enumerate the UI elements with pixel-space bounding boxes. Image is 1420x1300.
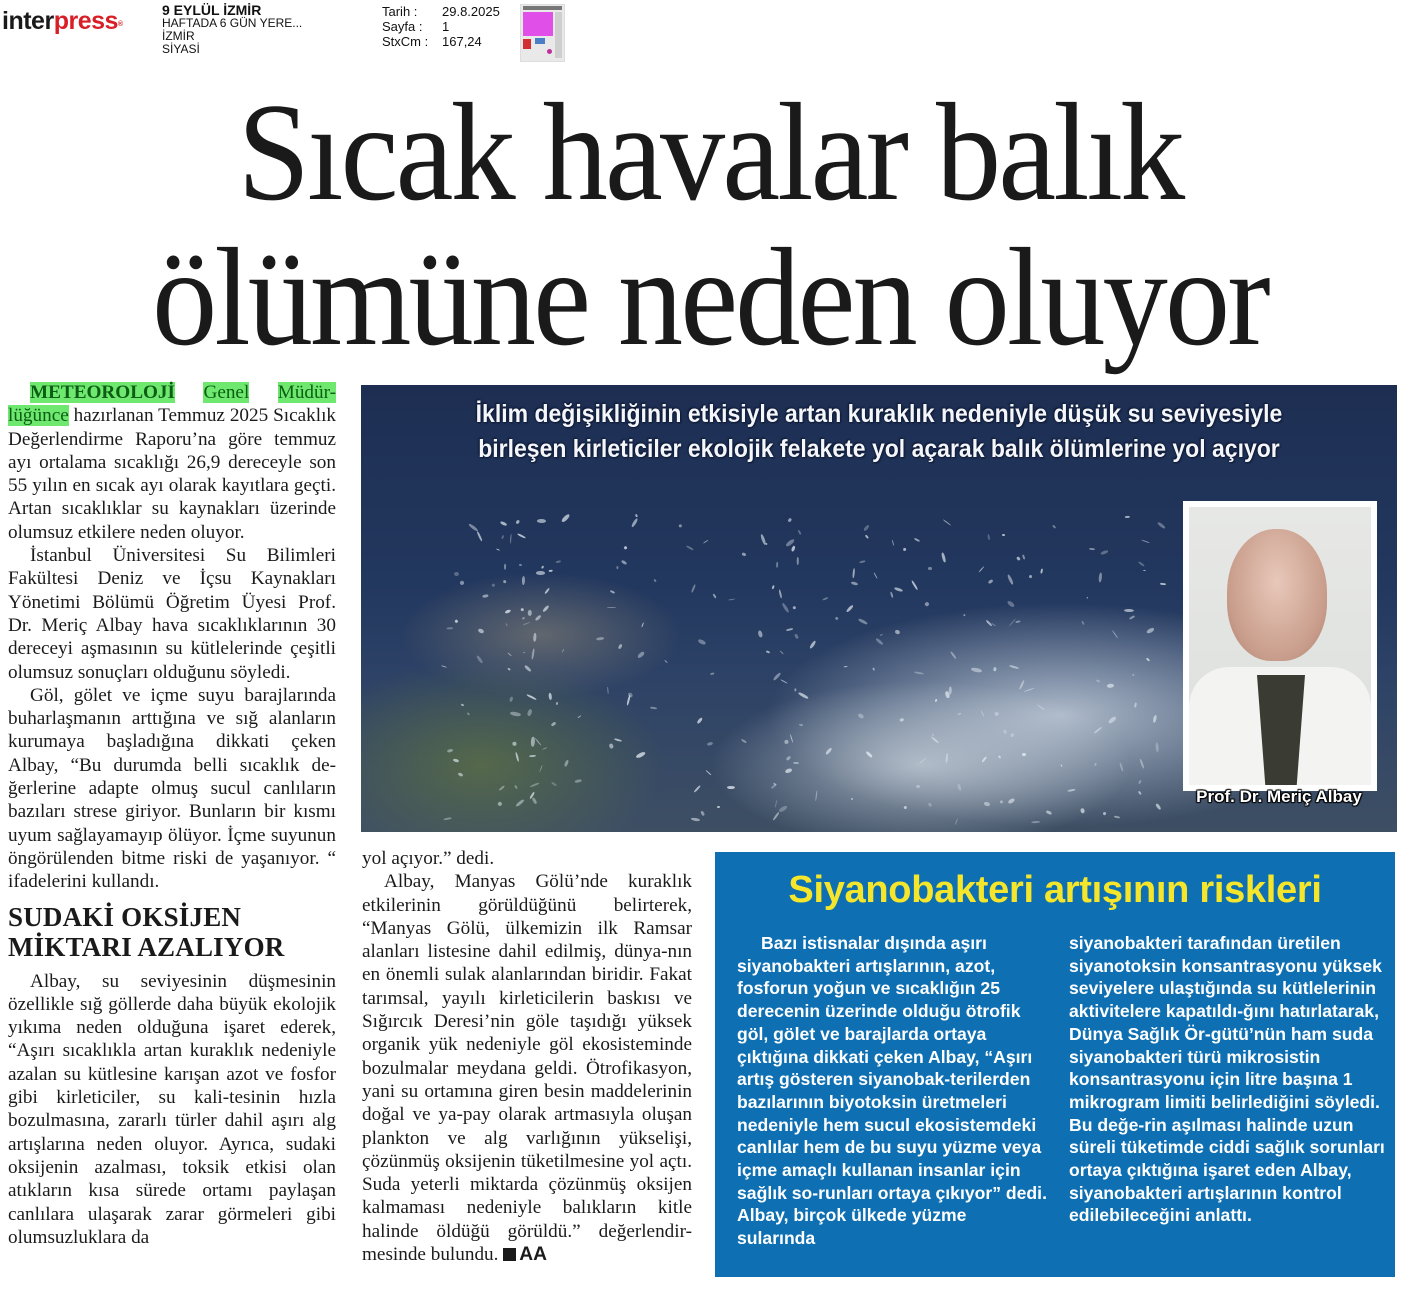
photo-speck [741,739,747,744]
photo-speck [1152,715,1157,723]
photo-speck [577,715,581,719]
photo-speck [694,785,701,793]
photo-speck [1067,788,1076,792]
photo-speck [903,548,907,552]
photo-speck [498,785,505,791]
photo-speck [776,561,778,567]
photo-speck [515,798,525,807]
photo-speck [727,786,736,789]
photo-speck [717,806,720,809]
photo-speck [641,623,644,628]
photo-speck [892,540,895,546]
photo-speck [1134,702,1137,707]
photo-speck [478,628,485,634]
photo-speck [556,561,561,564]
photo-speck [542,605,550,613]
photo-speck [899,717,904,722]
photo-speck [795,688,797,691]
photo-speck [1138,791,1142,795]
photo-speck [741,553,746,557]
photo-speck [561,648,564,652]
photo-speck [507,668,510,671]
photo-speck [1052,524,1056,528]
photo-speck [516,519,521,524]
photo-speck [981,711,985,718]
photo-speck [533,633,537,643]
photo-speck [919,758,927,765]
photo-speck [999,800,1003,804]
photo-speck [455,620,459,624]
photo-speck [914,537,921,542]
photo-speck [982,755,988,762]
photo-speck [686,546,694,551]
photo-speck [779,805,788,813]
photo-speck [712,593,716,598]
publication-frequency: HAFTADA 6 GÜN YERE... [162,16,303,30]
photo-speck [822,596,829,600]
photo-speck [988,534,991,540]
portrait-face [1227,529,1327,661]
photo-speck [1080,808,1085,814]
photo-speck [891,592,894,598]
highlight-term: METEOROLOJİ [30,382,175,403]
photo-speck [1096,679,1101,683]
agency-credit: AA [519,1244,547,1266]
publication-info [162,4,302,56]
photo-speck [857,713,864,719]
photo-speck [608,743,613,749]
photo-speck [995,711,1000,716]
photo-speck [928,802,933,807]
photo-speck [1146,658,1150,662]
photo-speck [1037,704,1046,711]
photo-speck [507,652,512,657]
photo-speck [786,756,792,762]
photo-speck [531,797,537,804]
photo-speck [498,801,504,806]
photo-speck [789,734,793,743]
photo-speck [851,581,859,586]
photo-speck [664,660,668,663]
photo-speck [476,531,483,542]
photo-speck [845,604,854,613]
photo-speck [476,655,484,665]
photo-speck [482,594,489,598]
photo-speck [779,650,784,655]
article-paragraph: Albay, Manyas Gölü’nde kuraklık etkilerinin görüldüğünü belirterek, “Manyas Gölü, ülkemizin ilk Ramsar alanları listesine dahil edilmiş, dünya-nın en önemli sulak alanlarından biridir. Fakat tarımsal, yayılı kirleticilerin baskısı ve Sığırcık Deresi’nin göle taşıdığı yüksek organik yük nedeniyle göl ekosisteminde bozulmalar meydana geldi. Ötrofikasyon, yani su ortamına giren besin maddelerinin doğal ve ya-pay olarak artmasıyla oluşan plankton ve alg varlığının yükselişi, çözünmüş oksijenin tüketilmesine yol açtı. Suda yeterli miktarda çözünmüş oksijen kalmaması nedeniyle balıkların kitle halinde öldüğü görüldü.” değerlendir-mesinde bulundu. AA [362,871,692,1266]
thumbnail-highlight [523,12,553,36]
photo-speck [710,673,715,676]
photo-speck [946,753,949,763]
photo-speck [503,580,507,584]
photo-speck [798,692,809,699]
photo-speck [859,560,866,563]
photo-speck [527,709,533,717]
photo-speck [534,737,541,745]
photo-speck [894,587,903,593]
photo-speck [564,759,569,767]
photo-speck [1128,614,1134,619]
photo-speck [510,712,521,718]
photo-speck [596,636,605,640]
photo-speck [1009,665,1019,670]
photo-speck [542,747,547,750]
photo-speck [844,666,848,668]
photo-speck [1003,729,1007,733]
photo-speck [963,614,966,617]
photo-speck [783,740,788,744]
publication-category: SİYASİ [162,42,200,56]
photo-speck [1157,522,1166,530]
photo-speck [778,589,782,598]
photo-speck [858,618,868,625]
photo-speck [528,610,532,616]
photo-speck [504,563,506,569]
headline [50,75,1371,375]
photo-speck [653,578,656,582]
photo-speck [621,560,628,566]
sidebar-box-column-1: Bazı istisnalar dışında aşırı siyanobakteri artışlarının, azot, fosforun yoğun ve sıcaklığın 25 derecenin üzerinde olduğu ötrofik göl, gölet ve barajlarda ortaya çıktığına dikkati çeken Albay, “Aşırı artış gösteren siyanobak-terilerden bazılarının biyotoksin üretmeleri nedeniyle hem sucul ekosistemdeki canlılar hem de bu suyu yüzme veya içme amaçlı kullanan insanlar için sağlık so-runları ortaya çıkıyor” dedi. Albay, birçok ülkede yüzme sularında [737,933,1047,1249]
photo-speck [1024,687,1035,692]
photo-speck [635,751,645,759]
photo-speck [852,568,855,578]
photo-speck [523,652,525,654]
photo-speck [631,518,639,528]
photo-speck [492,583,496,587]
photo-speck [623,545,627,549]
sidebar-box-column-2: siyanobakteri tarafından üretilen siyanotoksin konsantrasyonu yüksek seviyelere ulaştığında su kütlelerinin aktivitelere kapatıldı-ğını hatırlatarak, Dünya Sağlık Ör-gütü’nün ham suda siyanobakteri türü mikrosistin konsantrasyonu için litre başına 1 mikrogram limiti belirlediğini söyledi. Bu değe-rin aşılması halinde uzun süreli tüketimde ciddi sağlık sorunları ortaya çıktığına işaret eden Albay, siyanobakteri artışlarının kontrol edilebileceğini anlattı. [1069,933,1385,1226]
article-paragraph: Albay, su seviyesinin düşmesinin özellikle sığ göllerde daha büyük ekolojik yıkıma neden olduğuna işaret ederek, “Aşırı sıcaklıkla artan kuraklık nedeniyle azalan su kütlesine karışan azot ve fosfor gibi kirleticiler, su kali-tesinin hızla bozulmasına, zararlı türler dahil aşırı alg artışlarına neden oluyor. Ayrıca, sudaki oksijenin azalması, toksik etkisi olan atıkların kısa sürede ortamı paylaşan canlılara ulaşarak zarar görmeleri gibi olumsuzluklara da [8,970,336,1248]
photo-speck [797,530,801,535]
photo-speck [616,566,618,569]
article-column-1 [8,381,336,1249]
photo-speck [614,738,622,742]
photo-speck [551,721,557,726]
photo-speck [704,540,709,544]
photo-caption: İklim değişikliğinin etkisiyle artan kuraklık nedeniyle düşük su seviyesiyle birleşen kirleticiler ekolojik felakete yol açarak balık ölümlerine yol açıyor [475,400,1283,463]
photo-speck [607,687,609,695]
photo-speck [517,533,526,539]
photo-speck [1089,547,1095,549]
photo-speck [760,534,766,545]
photo-speck [790,545,795,552]
photo-speck [931,736,940,744]
photo-speck [697,639,706,646]
photo-speck [1007,574,1014,585]
photo-speck [815,791,817,802]
photo-speck [1098,572,1102,583]
photo-speck [467,712,470,715]
photo-speck [526,694,537,701]
publication-city: İZMİR [162,29,195,43]
photo-speck [539,765,543,773]
photo-speck [809,640,817,649]
photo-speck [618,643,623,648]
photo-speck [1046,810,1052,815]
highlight-term: Müdür- [277,382,337,403]
photo-speck [1138,780,1141,784]
photo-speck [1093,763,1096,766]
photo-speck [988,579,994,584]
photo-speck [957,783,962,791]
photo-speck [772,585,775,590]
photo-speck [548,693,551,700]
photo-speck [863,524,870,531]
photo-speck [454,571,459,575]
photo-speck [935,699,938,703]
portrait-photo [1183,501,1377,791]
photo-speck [530,783,540,788]
photo-speck [1031,821,1040,824]
article-paragraph: Göl, gölet ve içme suyu barajlarında buharlaşmanın arttığına ve sığ alanların kurumaya başladığına dikkati çeken Albay, “Bu durumda belli sıcaklık de-ğerlerine adapte olmuş sucul canlıların bazıları strese giriyor. Bunların bir kısmı uyum sağlayamayıp ölüyor. İçme suyunun öngörülenden bitme riski de yaşanıyor. “ ifadelerini kullandı. [8,684,336,893]
photo-speck [1114,815,1120,818]
sidebar-box-title: Siyanobakteri artışının riskleri [788,869,1322,911]
photo-speck [950,651,957,659]
photo-speck [865,750,873,758]
photo-speck [1060,764,1062,767]
photo-speck [555,702,558,705]
photo-speck [865,535,869,539]
photo-speck [1006,599,1015,607]
photo-speck [1040,569,1043,574]
photo-speck [691,584,697,593]
photo-speck [1160,583,1166,586]
article-paragraph: METEOROLOJİ Genel Müdür- lüğünce hazırlanan Temmuz 2025 Sıcaklık Değerlendirme Raporu’na göre temmuz ayı ortalama sıcaklığı 26,9 dereceyle son 55 yılın en sıcak ayı olarak kayıtlara geçti. Artan sıcaklıklar su kaynakları üzerinde olumsuz etkilere neden oluyor. [8,382,337,543]
thumbnail-dot [547,49,552,54]
photo-speck [522,616,526,619]
photo-speck [505,623,508,626]
photo-speck [924,601,929,606]
photo-speck [978,566,984,573]
photo-speck [781,602,789,613]
headline-line-1: Sıcak havalar balık [237,75,1183,230]
photo-speck [1010,733,1015,738]
thumbnail-masthead [523,6,562,10]
photo-speck [441,665,447,668]
photo-speck [1016,556,1021,561]
photo-speck [793,762,799,765]
photo-speck [1019,680,1025,690]
photo-speck [537,519,546,523]
photo-speck [758,630,763,638]
photo-speck [575,780,582,784]
photo-speck [700,810,705,816]
photo-speck [545,588,550,594]
photo-speck [636,651,645,659]
photo-speck [453,758,459,763]
photo-speck [994,667,997,671]
photo-speck [610,590,616,594]
photo-speck [914,672,924,676]
interpress-logo: interpress® [2,7,123,35]
publication-name: 9 EYLÜL İZMİR [162,2,262,18]
photo-speck [998,755,1002,759]
photo-speck [795,634,800,640]
photo-speck [904,806,908,810]
photo-speck [446,626,453,629]
photo-speck [522,621,530,625]
photo-speck [874,572,878,579]
photo-speck [781,679,789,684]
photo-speck [1124,609,1134,612]
photo-speck [548,570,552,572]
clipping-meta [382,4,500,49]
photo-speck [504,609,511,614]
photo-speck [607,607,616,608]
photo-speck [955,818,958,825]
photo-speck [1015,620,1021,623]
photo-speck [444,818,452,821]
sidebar-box [715,852,1395,1277]
photo-speck [916,784,920,788]
photo-speck [499,520,507,526]
photo-speck [786,629,793,632]
page-thumbnail[interactable] [520,4,565,62]
photo-speck [514,785,518,789]
photo-speck [728,598,735,600]
photo-speck [1007,797,1015,804]
date-label: Tarih : [382,4,418,19]
page-value: 1 [442,19,450,34]
end-mark-icon [503,1248,516,1261]
photo-speck [928,567,932,570]
photo-speck [510,696,514,701]
photo-speck [765,650,770,653]
photo-speck [1155,743,1159,753]
photo-speck [522,576,525,585]
photo-speck [510,534,512,544]
news-photo [361,385,1397,832]
photo-speck [447,749,454,753]
photo-speck [971,666,982,672]
photo-speck [531,737,535,747]
photo-speck [461,703,465,706]
portrait-image [1189,507,1371,785]
photo-speck [1125,515,1130,517]
photo-speck [1081,620,1084,625]
headline-line-2: ölümüne neden oluyor [152,220,1268,375]
photo-speck [834,617,838,622]
photo-speck [696,717,703,725]
photo-speck [518,564,521,566]
photo-speck [1022,753,1026,756]
thumbnail-red-block [523,39,531,49]
photo-speck [561,513,571,523]
photo-speck [872,668,875,672]
subheading: SUDAKİ OKSİJEN MİKTARI AZALIYOR [8,901,285,962]
photo-speck [521,608,524,611]
photo-speck [941,553,946,563]
photo-speck [457,772,463,777]
photo-speck [650,707,657,710]
photo-speck [1094,726,1103,734]
photo-speck [1131,674,1134,677]
article-column-2 [362,847,692,1266]
photo-speck [1145,627,1154,634]
photo-speck [799,723,804,726]
photo-speck [787,517,792,522]
date-value: 29.8.2025 [442,4,500,19]
photo-speck [524,664,532,671]
photo-speck [541,565,545,569]
photo-speck [1139,562,1146,567]
photo-speck [551,782,557,787]
photo-speck [691,817,701,821]
photo-speck [875,637,884,645]
photo-speck [1143,570,1146,571]
photo-speck [796,557,798,565]
photo-speck [880,634,883,636]
photo-speck [529,755,536,758]
photo-speck [943,519,952,526]
highlight-term: lüğünce [8,405,69,427]
page-label: Sayfa : [382,19,423,34]
photo-speck [1028,575,1032,579]
photo-speck [1002,534,1004,536]
photo-speck [515,752,520,763]
photo-speck [774,799,777,807]
photo-speck [705,770,711,775]
photo-speck [707,742,714,747]
thumbnail-blue-block [535,38,545,44]
photo-speck [986,619,993,626]
photo-speck [772,811,780,820]
photo-speck [1086,596,1088,599]
photo-speck [459,580,465,586]
photo-speck [1107,683,1114,687]
photo-speck [894,629,900,634]
photo-speck [532,648,535,659]
photo-speck [1100,550,1109,556]
photo-speck [911,580,919,591]
photo-speck [534,614,541,621]
photo-speck [501,535,504,539]
article-paragraph: İstanbul Üniversitesi Su Bilimleri Fakültesi Deniz ve İçsu Kaynakları Yönetimi Bölümü Öğretim Üyesi Prof. Dr. Meriç Albay hava sıcaklıklarının 30 dereceyi aşmasının su kütlelerinde çeşitli olumsuz sonuçları olduğunu söyledi. [8,545,336,683]
photo-speck [957,712,962,716]
size-value: 167,24 [442,34,482,49]
photo-speck [1021,554,1025,560]
photo-speck [1107,715,1116,724]
size-label: StxCm : [382,34,429,49]
photo-speck [678,524,682,527]
photo-speck [496,548,500,550]
photo-speck [792,606,795,609]
photo-speck [851,798,853,800]
photo-speck [1102,811,1106,815]
article-paragraph: yol açıyor.” dedi. [362,848,495,869]
thumbnail-column [555,12,562,58]
photo-speck [983,801,990,806]
photo-speck [536,571,545,575]
photo-speck [1139,758,1144,768]
photo-speck [785,768,793,774]
photo-speck [1141,539,1150,543]
portrait-caption: Prof. Dr. Meriç Albay [1196,787,1362,806]
photo-speck [1112,630,1119,639]
photo-speck [825,747,832,755]
photo-speck [1119,763,1123,772]
photo-speck [511,742,516,746]
highlight-term: Genel [203,382,250,403]
